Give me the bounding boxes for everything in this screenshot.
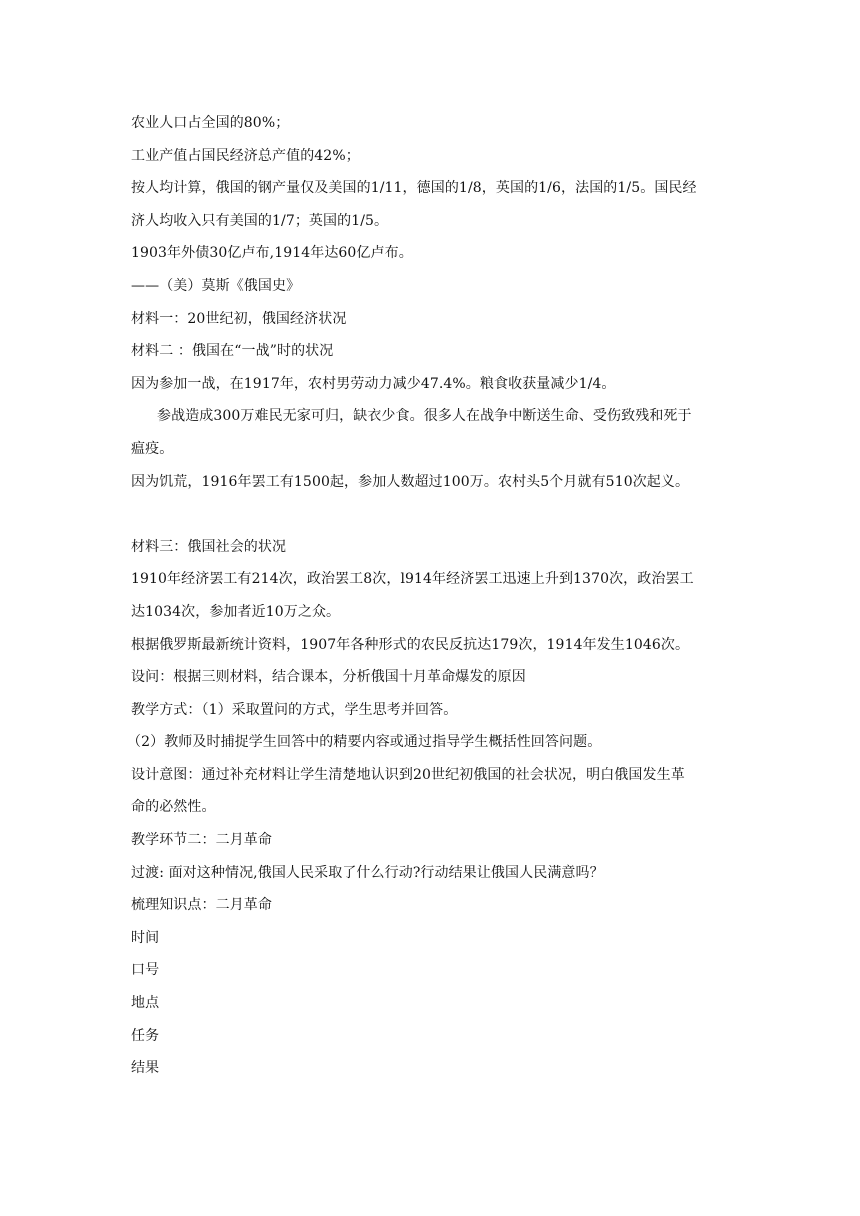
text-line-refugees: 参战造成300万难民无家可归，缺衣少食。很多人在战争中断送生命、受伤致残和死于 — [157, 408, 692, 425]
text-line-plague: 瘟疫。 — [131, 440, 174, 457]
text-line-material-one-title: 材料一：20世纪初，俄国经济状况 — [131, 310, 347, 327]
text-line-design-intent: 设计意图：通过补充材料让学生清楚地认识到20世纪初俄国的社会状况，明白俄国发生革 — [131, 766, 685, 783]
text-line-task: 任务 — [131, 1027, 160, 1044]
text-line-industry-output: 工业产值占国民经济总产值的42%； — [131, 147, 360, 164]
text-line-source-citation: ——（美）莫斯《俄国史》 — [131, 277, 301, 294]
text-line-war-labor-loss: 因为参加一战，在1917年，农村男劳动力减少47.4%。粮食收获量减少1/4。 — [131, 375, 616, 392]
text-line-slogan: 口号 — [131, 962, 160, 979]
text-line-result: 结果 — [131, 1060, 160, 1077]
text-line-location: 地点 — [131, 995, 160, 1012]
text-line-transition: 过渡: 面对这种情况,俄国人民采取了什么行动?行动结果让俄国人民满意吗？ — [131, 864, 604, 881]
text-line-section-two-title: 教学环节二：二月革命 — [131, 832, 272, 849]
text-line-famine-strikes: 因为饥荒，1916年罢工有1500起，参加人数超过100万。农村头5个月就有510次起义。 — [131, 473, 690, 490]
text-line-income-per-capita: 济人均收入只有美国的1/7；英国的1/5。 — [131, 212, 389, 229]
text-line-design-intent-cont: 命的必然性。 — [131, 799, 216, 816]
text-line-steel-per-capita: 按人均计算，俄国的钢产量仅及美国的1/11，德国的1/8，英国的1/6，法国的1/5。国民经 — [131, 180, 697, 197]
text-line-knowledge-points: 梳理知识点：二月革命 — [131, 897, 272, 914]
text-line-foreign-debt: 1903年外债30亿卢布,1914年达60亿卢布。 — [131, 245, 413, 262]
text-line-time: 时间 — [131, 929, 160, 946]
paragraph-gap — [131, 498, 731, 531]
text-line-strike-participants: 达1034次，参加者近10万之众。 — [131, 603, 341, 620]
text-line-question: 设问：根据三则材料，结合课本，分析俄国十月革命爆发的原因 — [131, 669, 526, 686]
text-line-teaching-method-2: （2）教师及时捕捉学生回答中的精要内容或通过指导学生概括性回答问题。 — [127, 734, 602, 751]
text-line-material-two-title: 材料二 ：俄国在“一战”时的状况 — [131, 343, 334, 360]
text-line-material-three-title: 材料三：俄国社会的状况 — [131, 538, 287, 555]
text-line-peasant-resistance: 根据俄罗斯最新统计资料，1907年各种形式的农民反抗达179次，1914年发生1046次。 — [131, 636, 690, 653]
text-line-agri-population: 农业人口占全国的80%； — [131, 115, 290, 131]
text-line-teaching-method: 教学方式：（1）采取置问的方式，学生思考并回答。 — [131, 701, 458, 718]
document-body — [127, 107, 731, 1085]
text-line-strikes-1910: 1910年经济罢工有214次，政治罢工8次，l914年经济罢工迅速上升到1370次，政治罢工 — [131, 571, 694, 588]
